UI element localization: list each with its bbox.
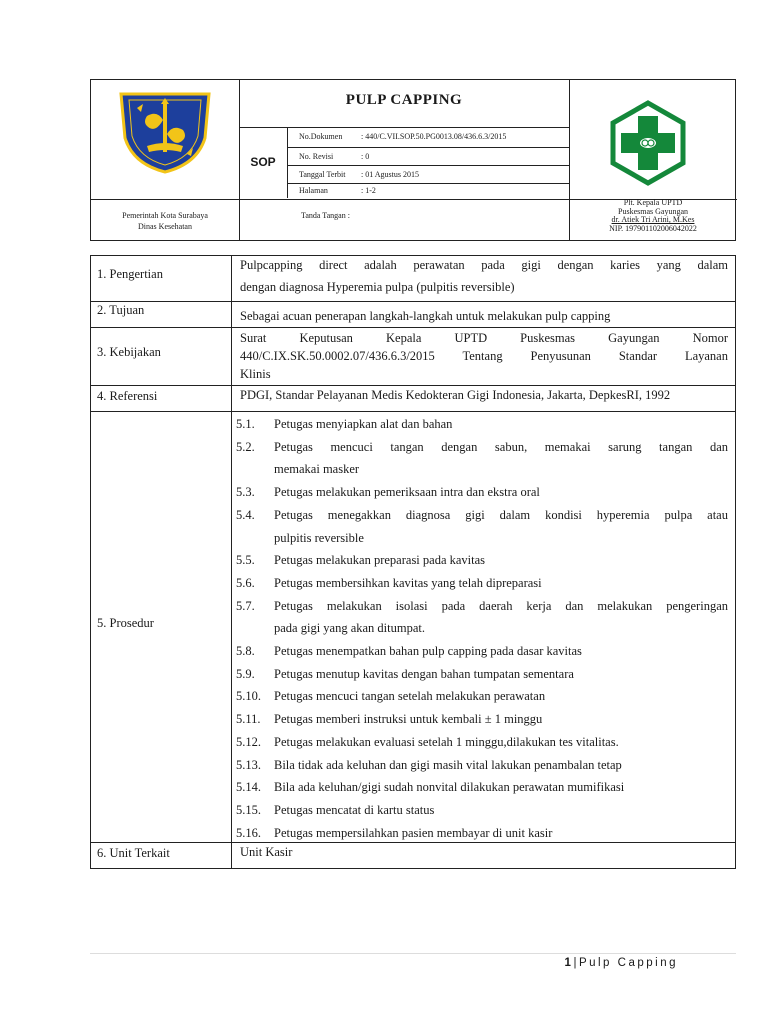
procedure-step — [236, 504, 728, 527]
step-number: 5.6. — [236, 575, 255, 590]
step-number: 5.7. — [236, 598, 255, 613]
step-number: 5.14. — [236, 780, 261, 795]
footer-rule — [90, 953, 736, 954]
signature-label: Tanda Tangan : — [301, 211, 350, 220]
step-text: pulpitis reversible — [274, 530, 364, 545]
text-line: Sebagai acuan penerapan langkah-langkah untuk melakukan pulp capping — [240, 309, 611, 323]
section-content-unit — [240, 841, 728, 863]
text-line: PDGI, Standar Pelayanan Medis Kedokteran Gigi Indonesia, Jakarta, DepkesRI, 1992 — [240, 388, 671, 402]
step-text: Petugas mempersilahkan pasien membayar di unit kasir — [274, 825, 553, 840]
puskesmas-cross-icon — [605, 100, 691, 186]
procedure-step — [236, 481, 728, 504]
step-number: 5.8. — [236, 644, 255, 659]
procedure-step — [236, 436, 728, 459]
step-text: Petugas membersihkan kavitas yang telah dipreparasi — [274, 575, 542, 590]
step-text: memakai masker — [274, 462, 360, 477]
procedure-step-continuation — [236, 527, 728, 550]
meta-value: : 01 Agustus 2015 — [361, 170, 420, 179]
section-label-tujuan: 2. Tujuan — [97, 303, 145, 317]
step-text: Petugas melakukan isolasi pada daerah kerja dan melakukan pengeringan — [274, 598, 728, 613]
section-label-kebijakan: 3. Kebijakan — [97, 345, 161, 359]
step-number: 5.13. — [236, 757, 261, 772]
meta-value: : 440/C.VII.SOP.50.PG0013.08/436.6.3/2015 — [361, 132, 507, 141]
step-text: Petugas melakukan preparasi pada kavitas — [274, 553, 486, 568]
step-text: Petugas melakukan evaluasi setelah 1 minggu,dilakukan tes vitalitas. — [274, 734, 619, 749]
meta-key: No.Dokumen — [299, 132, 343, 141]
signatory-title: Plt. Kepala UPTD — [623, 198, 683, 207]
step-text: Petugas memberi instruksi untuk kembali ± 1 minggu — [274, 712, 543, 727]
step-text: Petugas melakukan pemeriksaan intra dan ekstra oral — [274, 485, 540, 500]
step-number: 5.3. — [236, 485, 255, 500]
procedure-step — [236, 413, 728, 436]
step-text: Petugas mencuci tangan setelah melakukan perawatan — [274, 689, 546, 704]
step-number: 5.15. — [236, 802, 261, 817]
section-content-referensi — [240, 384, 728, 406]
meta-row — [287, 182, 569, 200]
step-number: 5.16. — [236, 825, 261, 840]
surabaya-crest-icon — [117, 90, 213, 174]
step-number: 5.5. — [236, 553, 255, 568]
procedure-step-continuation — [236, 458, 728, 481]
step-number: 5.9. — [236, 666, 255, 681]
meta-row — [287, 148, 569, 166]
meta-key: No. Revisi — [299, 152, 334, 161]
step-text: Bila tidak ada keluhan dan gigi masih vital lakukan penambalan tetap — [274, 757, 622, 772]
procedure-step — [236, 549, 728, 572]
meta-value: : 0 — [361, 152, 370, 161]
sop-content-table — [90, 255, 736, 869]
document-title: PULP CAPPING — [345, 92, 463, 108]
footer-separator: | — [573, 957, 579, 969]
procedure-step — [236, 708, 728, 731]
signatory-nip: NIP. 197901102006042022 — [609, 223, 697, 233]
step-text: pada gigi yang akan ditumpat. — [274, 621, 426, 636]
procedure-step — [236, 731, 728, 754]
section-label-prosedur: 5. Prosedur — [97, 616, 154, 630]
document-header — [90, 79, 736, 241]
step-text: Petugas menegakkan diagnosa gigi dalam kondisi hyperemia pulpa atau — [274, 507, 728, 522]
table-divider — [91, 327, 735, 328]
text-line: Klinis — [240, 367, 271, 381]
step-number: 5.4. — [236, 507, 255, 522]
section-content-pengertian — [240, 254, 728, 298]
section-content-kebijakan — [240, 329, 728, 383]
org-line: Pemerintah Kota Surabaya — [122, 211, 208, 220]
step-number: 5.11. — [236, 712, 261, 727]
text-line: dengan diagnosa Hyperemia pulpa (pulpitis reversible) — [240, 280, 515, 294]
procedure-step — [236, 595, 728, 618]
step-number: 5.1. — [236, 417, 255, 431]
procedure-step — [236, 663, 728, 686]
text-line: Unit Kasir — [240, 845, 293, 859]
text-line: 440/C.IX.SK.50.0002.07/436.6.3/2015 Tentang Penyusunan Standar Layanan — [240, 349, 728, 363]
table-divider — [91, 411, 735, 412]
procedure-step-continuation — [236, 617, 728, 640]
table-divider — [231, 256, 232, 868]
text-line: Surat Keputusan Kepala UPTD Puskesmas Gayungan Nomor — [240, 331, 728, 345]
step-text: Petugas menutup kavitas dengan bahan tumpatan sementara — [274, 666, 574, 681]
meta-key: Tanggal Terbit — [299, 170, 346, 179]
procedure-step — [236, 799, 728, 822]
procedure-step — [236, 572, 728, 595]
organization-name — [91, 210, 239, 232]
step-number: 5.10. — [236, 689, 261, 704]
page-number: 1 — [564, 957, 574, 969]
signatory-block — [569, 199, 737, 233]
step-number: 5.2. — [236, 439, 255, 454]
procedure-steps — [236, 413, 728, 844]
meta-value: : 1-2 — [361, 186, 376, 195]
step-number: 5.12. — [236, 734, 261, 749]
signatory-name: dr. Atiek Tri Arini, M.Kes — [611, 215, 695, 224]
procedure-step — [236, 754, 728, 777]
procedure-step — [236, 776, 728, 799]
step-text: Petugas menyiapkan alat dan bahan — [274, 417, 453, 431]
page-footer — [565, 957, 678, 969]
sop-label: SOP — [250, 155, 276, 169]
section-label-pengertian: 1. Pengertian — [97, 267, 163, 281]
signatory-office: Puskesmas Gayungan — [618, 206, 688, 216]
step-text: Petugas mencuci tangan dengan sabun, memakai sarung tangan dan — [274, 439, 728, 454]
footer-title: Pulp Capping — [578, 957, 678, 969]
section-content-tujuan — [240, 305, 728, 327]
section-label-unit: 6. Unit Terkait — [97, 846, 170, 860]
table-divider — [91, 301, 735, 302]
step-text: Petugas mencatat di kartu status — [274, 802, 435, 817]
meta-row — [287, 128, 569, 146]
section-label-referensi: 4. Referensi — [97, 389, 158, 403]
step-text: Bila ada keluhan/gigi sudah nonvital dilakukan perawatan mumifikasi — [274, 780, 625, 795]
org-line: Dinas Kesehatan — [138, 222, 192, 231]
meta-key: Halaman — [299, 186, 328, 195]
text-line: Pulpcapping direct adalah perawatan pada gigi dengan karies yang dalam — [240, 258, 728, 272]
procedure-step — [236, 685, 728, 708]
procedure-step — [236, 640, 728, 663]
step-text: Petugas menempatkan bahan pulp capping pada dasar kavitas — [274, 644, 582, 659]
